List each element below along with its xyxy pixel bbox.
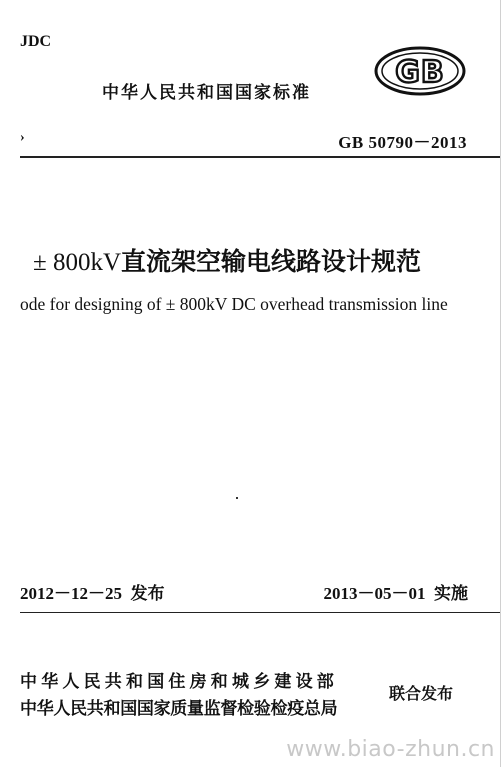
title-chinese [33, 242, 421, 278]
dates-divider [20, 612, 501, 613]
title-english: ode for designing of ± 800kV DC overhead transmission line [20, 294, 448, 314]
issued-label: 发布 [130, 584, 165, 604]
watermark-text: www.biao-zhun.cn [286, 737, 495, 762]
publisher-aqsiq: 中华人民共和国国家质量监督检验检疫总局 [20, 699, 338, 719]
publisher-ministry: 中华人民共和国住房和城乡建设部 [20, 672, 338, 692]
title-chinese-main: 直流架空输电线路设计规范 [121, 247, 422, 276]
issued-date: 2012－12－25 [20, 584, 122, 603]
implemented-label: 实施 [434, 584, 468, 604]
national-standard-label: 中华人民共和国国家标准 [102, 83, 311, 103]
udc-code: JDC [20, 33, 52, 50]
implemented-date: 2013－05－01 [323, 584, 426, 603]
standard-number: GB 50790－2013 [338, 133, 467, 152]
header-divider [20, 156, 501, 158]
issued-line [20, 579, 165, 604]
logo-text: GB [395, 55, 445, 90]
speck [236, 497, 238, 499]
margin-mark: › [20, 130, 25, 145]
joint-publish-label: 联合发布 [389, 684, 454, 703]
gb-logo [374, 46, 466, 96]
title-voltage: ± 800kV [33, 249, 122, 276]
implemented-line [324, 579, 469, 604]
